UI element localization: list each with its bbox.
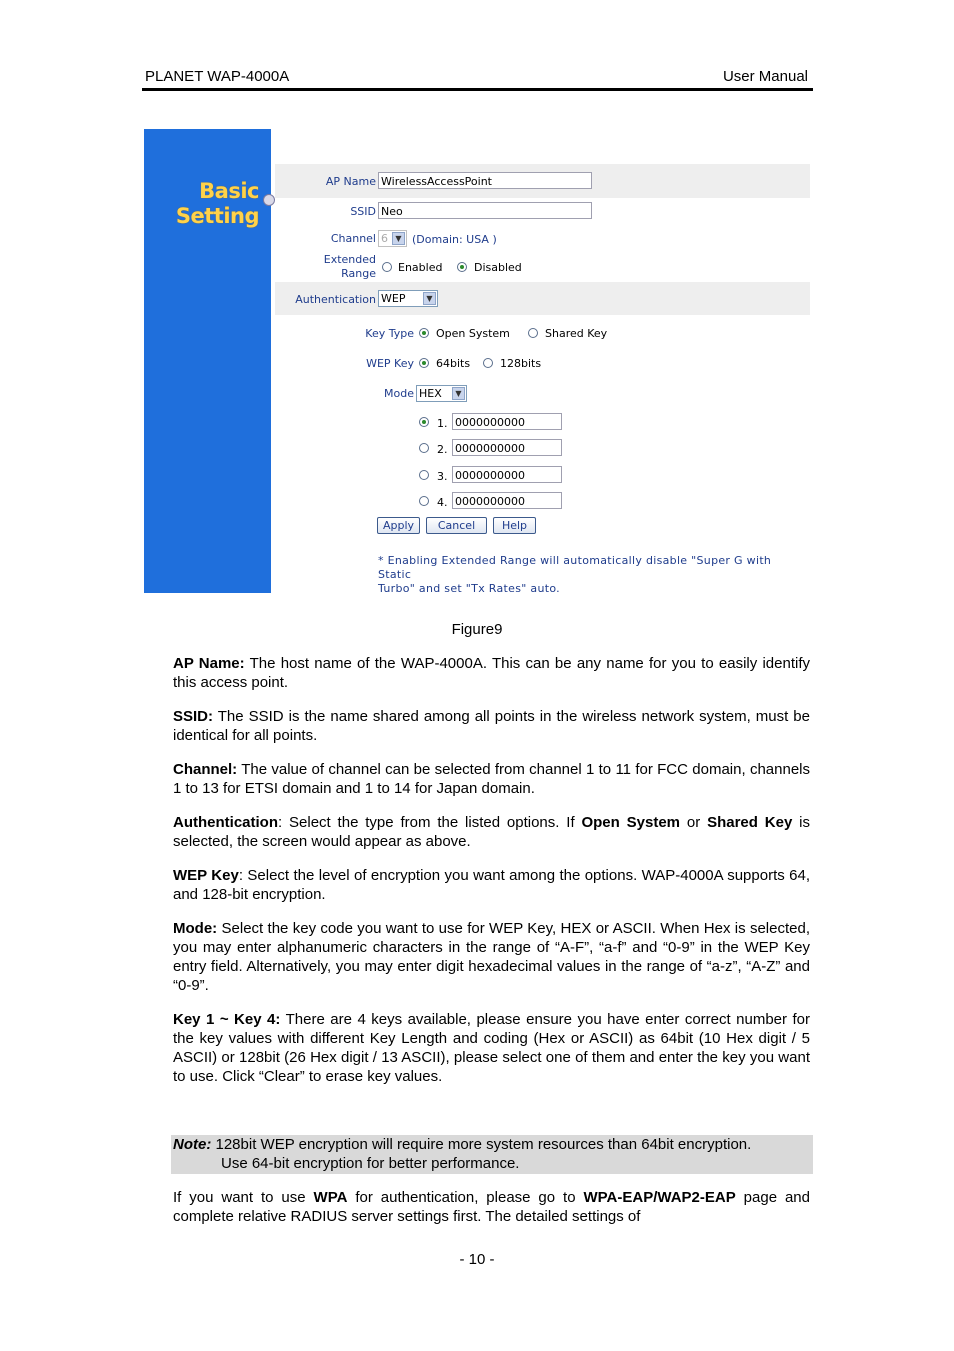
key-4-input[interactable]: 0000000000	[452, 492, 562, 509]
footnote-line1: * Enabling Extended Range will automatically disable "Super G with Static	[378, 554, 772, 581]
wpa-paragraph	[173, 1188, 810, 1226]
wpa-page-term: WPA-EAP/WAP2-EAP	[583, 1189, 736, 1206]
ssid-input[interactable]: Neo	[378, 202, 592, 219]
help-button[interactable]: Help	[493, 517, 536, 534]
key-type-shared-label: Shared Key	[545, 327, 608, 340]
note-line2: Use 64-bit encryption for better performance.	[221, 1155, 520, 1172]
channel-select[interactable]	[378, 230, 407, 247]
note-line1: 128bit WEP encryption will require more system resources than 64bit encryption.	[211, 1136, 752, 1153]
mode-term: Mode:	[173, 920, 218, 937]
wpa-text-3: page and complete relative RADIUS server settings first. The detailed settings of	[173, 1189, 810, 1225]
wpa-text-1: If you want to use	[173, 1189, 314, 1206]
mode-paragraph	[173, 919, 810, 995]
ap-name-term: AP Name:	[173, 655, 245, 672]
sidebar-title-line2: Setting	[175, 204, 259, 228]
extended-enabled-label: Enabled	[398, 261, 443, 274]
sidebar	[144, 129, 271, 593]
authentication-open-term: Open System	[581, 814, 681, 831]
figure-caption: Figure9	[451, 621, 503, 638]
authentication-text-3: is selected, the screen would appear as above.	[173, 814, 810, 850]
key-3-label: 3.	[437, 470, 448, 483]
ssid-paragraph	[173, 707, 810, 745]
mode-value: HEX	[419, 387, 442, 400]
ap-name-input[interactable]: WirelessAccessPoint	[378, 172, 592, 189]
note-line1-wrap	[173, 1135, 813, 1154]
wep-key-term: WEP Key	[173, 867, 239, 884]
sidebar-title	[176, 179, 259, 229]
wep-64-label: 64bits	[436, 357, 471, 370]
channel-text: The value of channel can be selected from channel 1 to 11 for FCC domain, channels 1 to 13 for ETSI domain and 1 to 14 for Japan domain.	[173, 761, 810, 797]
channel-domain: (Domain: USA )	[412, 233, 497, 246]
extended-disabled-radio[interactable]	[457, 262, 467, 272]
wpa-term: WPA	[313, 1189, 348, 1206]
ap-name-paragraph	[173, 654, 810, 692]
header-rule	[142, 88, 813, 91]
key-1-label: 1.	[437, 417, 448, 430]
header-manual: User Manual	[722, 68, 808, 85]
mode-select[interactable]	[416, 385, 467, 402]
ap-name-label: AP Name	[325, 175, 376, 188]
wep-key-paragraph	[173, 866, 810, 904]
extended-range-label	[294, 253, 376, 281]
chevron-down-icon: ▼	[423, 292, 436, 305]
extended-label-line1: Extended	[323, 253, 376, 266]
authentication-paragraph	[173, 813, 810, 851]
key-1-radio[interactable]	[419, 417, 429, 427]
extended-label-line2: Range	[341, 267, 376, 280]
key-2-label: 2.	[437, 443, 448, 456]
authentication-text-2: or	[680, 814, 708, 831]
channel-paragraph	[173, 760, 810, 798]
ssid-label: SSID	[350, 205, 376, 218]
wep-128-label: 128bits	[500, 357, 542, 370]
key-type-open-radio[interactable]	[419, 328, 429, 338]
channel-label: Channel	[330, 232, 376, 245]
sidebar-title-line1: Basic	[199, 179, 259, 203]
note-term: Note:	[173, 1136, 212, 1153]
wep-key-label: WEP Key	[366, 357, 414, 370]
authentication-select[interactable]	[378, 290, 438, 307]
key-1-input[interactable]: 0000000000	[452, 413, 562, 430]
authentication-value: WEP	[381, 292, 406, 305]
basic-setting-screenshot	[144, 129, 810, 593]
page-number: - 10 -	[459, 1251, 495, 1268]
wep-key-text: : Select the level of encryption you want among the options. WAP-4000A supports 64, and 128-bit encryption.	[173, 867, 810, 903]
header-product: PLANET WAP-4000A	[145, 68, 290, 85]
authentication-shared-term: Shared Key	[707, 814, 793, 831]
keys-term: Key 1 ~ Key 4:	[173, 1011, 281, 1028]
key-type-open-label: Open System	[436, 327, 510, 340]
authentication-label: Authentication	[295, 293, 376, 306]
bullet-icon	[263, 194, 275, 206]
extended-range-footnote	[378, 554, 808, 596]
key-type-label: Key Type	[365, 327, 414, 340]
key-2-radio[interactable]	[419, 443, 429, 453]
keys-paragraph	[173, 1010, 810, 1086]
ssid-text: The SSID is the name shared among all points in the wireless network system, must be identical for all points.	[173, 708, 810, 744]
authentication-text-1: : Select the type from the listed options. If	[278, 814, 582, 831]
chevron-down-icon: ▼	[392, 232, 405, 245]
ssid-term: SSID:	[173, 708, 214, 725]
apply-button[interactable]: Apply	[377, 517, 420, 534]
key-3-input[interactable]: 0000000000	[452, 466, 562, 483]
key-2-input[interactable]: 0000000000	[452, 439, 562, 456]
note-paragraph	[173, 1135, 813, 1173]
authentication-term: Authentication	[173, 814, 278, 831]
extended-disabled-label: Disabled	[474, 261, 522, 274]
wep-64-radio[interactable]	[419, 358, 429, 368]
chevron-down-icon: ▼	[452, 387, 465, 400]
cancel-button[interactable]: Cancel	[426, 517, 487, 534]
key-4-radio[interactable]	[419, 496, 429, 506]
wpa-text-2: for authentication, please go to	[347, 1189, 584, 1206]
channel-term: Channel:	[173, 761, 238, 778]
footnote-line2: Turbo" and set "Tx Rates" auto.	[378, 582, 560, 595]
keys-text: There are 4 keys available, please ensure you have enter correct number for the key values with different Key Length and coding (Hex or ASCII) as 64bit (10 Hex digit / 5 ASCII) or 128bit (26 Hex digit / 13 ASCII), please select one of them and enter the key you want to use. Click “Clear” to erase key values.	[173, 1011, 810, 1085]
key-4-label: 4.	[437, 496, 448, 509]
mode-label: Mode	[384, 387, 414, 400]
mode-text: Select the key code you want to use for WEP Key, HEX or ASCII. When Hex is selected, you may enter alphanumeric characters in the range of “A-F”, “a-f” and “0-9” in the WEP Key entry field. Alternatively, you may enter digit hexadecimal values in the range of “a-z”, “A-Z” and “0-9”.	[173, 920, 810, 994]
extended-enabled-radio[interactable]	[382, 262, 392, 272]
wep-128-radio[interactable]	[483, 358, 493, 368]
key-3-radio[interactable]	[419, 470, 429, 480]
key-type-shared-radio[interactable]	[528, 328, 538, 338]
ap-name-text: The host name of the WAP-4000A. This can be any name for you to easily identify this access point.	[173, 655, 810, 691]
channel-value: 6	[381, 232, 388, 245]
